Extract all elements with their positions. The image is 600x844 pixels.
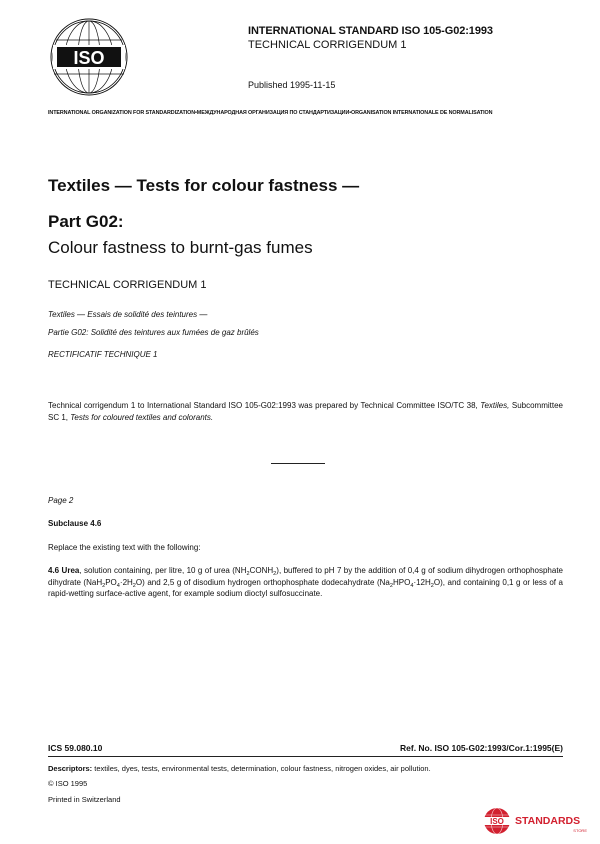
clause-text: 4.6 Urea, solution containing, per litre, 10 g of urea $(NH_2CONH_2)$, buffered to pH 7 by the addition of 0,4 g of sodium dihydrogen orthophosphate dihydrate $(NaH_2PO_4\cdot 2H_2O)$ and 2,5 g of disodium hydrogen orthophosphate dodecahydrate $(Na_2HPO_4\cdot 12H_2O)$, and containing 0,1 g or less of a rapid-wetting surface-active agent, for example sodium dioctyl sulfosuccinate. [48,566,564,598]
descriptors: Descriptors: textiles, dyes, tests, environmental tests, determination, colour fastness, nitrogen oxides, air pollution. [48,764,431,773]
footer-rule [48,756,563,757]
iso-logo [48,16,130,98]
french-rectificatif: RECTIFICATIF TECHNIQUE 1 [48,350,158,359]
french-title: Textiles — Essais de solidité des teintures — [48,310,208,319]
document-title: Textiles — Tests for colour fastness — [48,176,360,195]
store-store-text: STORE [573,828,587,833]
intro-paragraph: Technical corrigendum 1 to International Standard ISO 105-G02:1993 was prepared by Technical Committee ISO/TC 38, Textiles, Subcommittee SC 1, Tests for coloured textiles and colorants. [48,401,563,422]
organization-line: INTERNATIONAL ORGANIZATION FOR STANDARDIZATION•МЕЖДУНАРОДНАЯ ОРГАНИЗАЦИЯ ПО СТАНДАРТИЗАЦИИ•ORGANISATION INTERNATIONALE DE NORMALISATION [48,110,493,116]
separator-line [271,463,325,464]
page-reference: Page 2 [48,496,74,505]
corrigendum-label: TECHNICAL CORRIGENDUM 1 [248,39,407,51]
logo-text: ISO [73,48,105,68]
store-standards-text: STANDARDS [515,815,581,827]
document-subtitle: Colour fastness to burnt-gas fumes [48,238,313,257]
replace-instruction: Replace the existing text with the following: [48,543,201,552]
published-date: Published 1995-11-15 [248,80,336,90]
copyright: © ISO 1995 [48,779,88,788]
reference-number: Ref. No. ISO 105-G02:1993/Cor.1:1995(E) [400,743,563,753]
subclause-heading: Subclause 4.6 [48,519,102,528]
printed-in: Printed in Switzerland [48,795,121,804]
french-part: Partie G02: Solidité des teintures aux fumées de gaz brûlés [48,328,259,337]
technical-corrigendum: TECHNICAL CORRIGENDUM 1 [48,279,207,291]
ics-code: ICS 59.080.10 [48,743,103,753]
standard-title: INTERNATIONAL STANDARD ISO 105-G02:1993 [248,25,493,37]
store-iso-text: ISO [490,817,504,826]
iso-standards-store-badge[interactable] [483,806,595,836]
document-part: Part G02: [48,212,124,231]
